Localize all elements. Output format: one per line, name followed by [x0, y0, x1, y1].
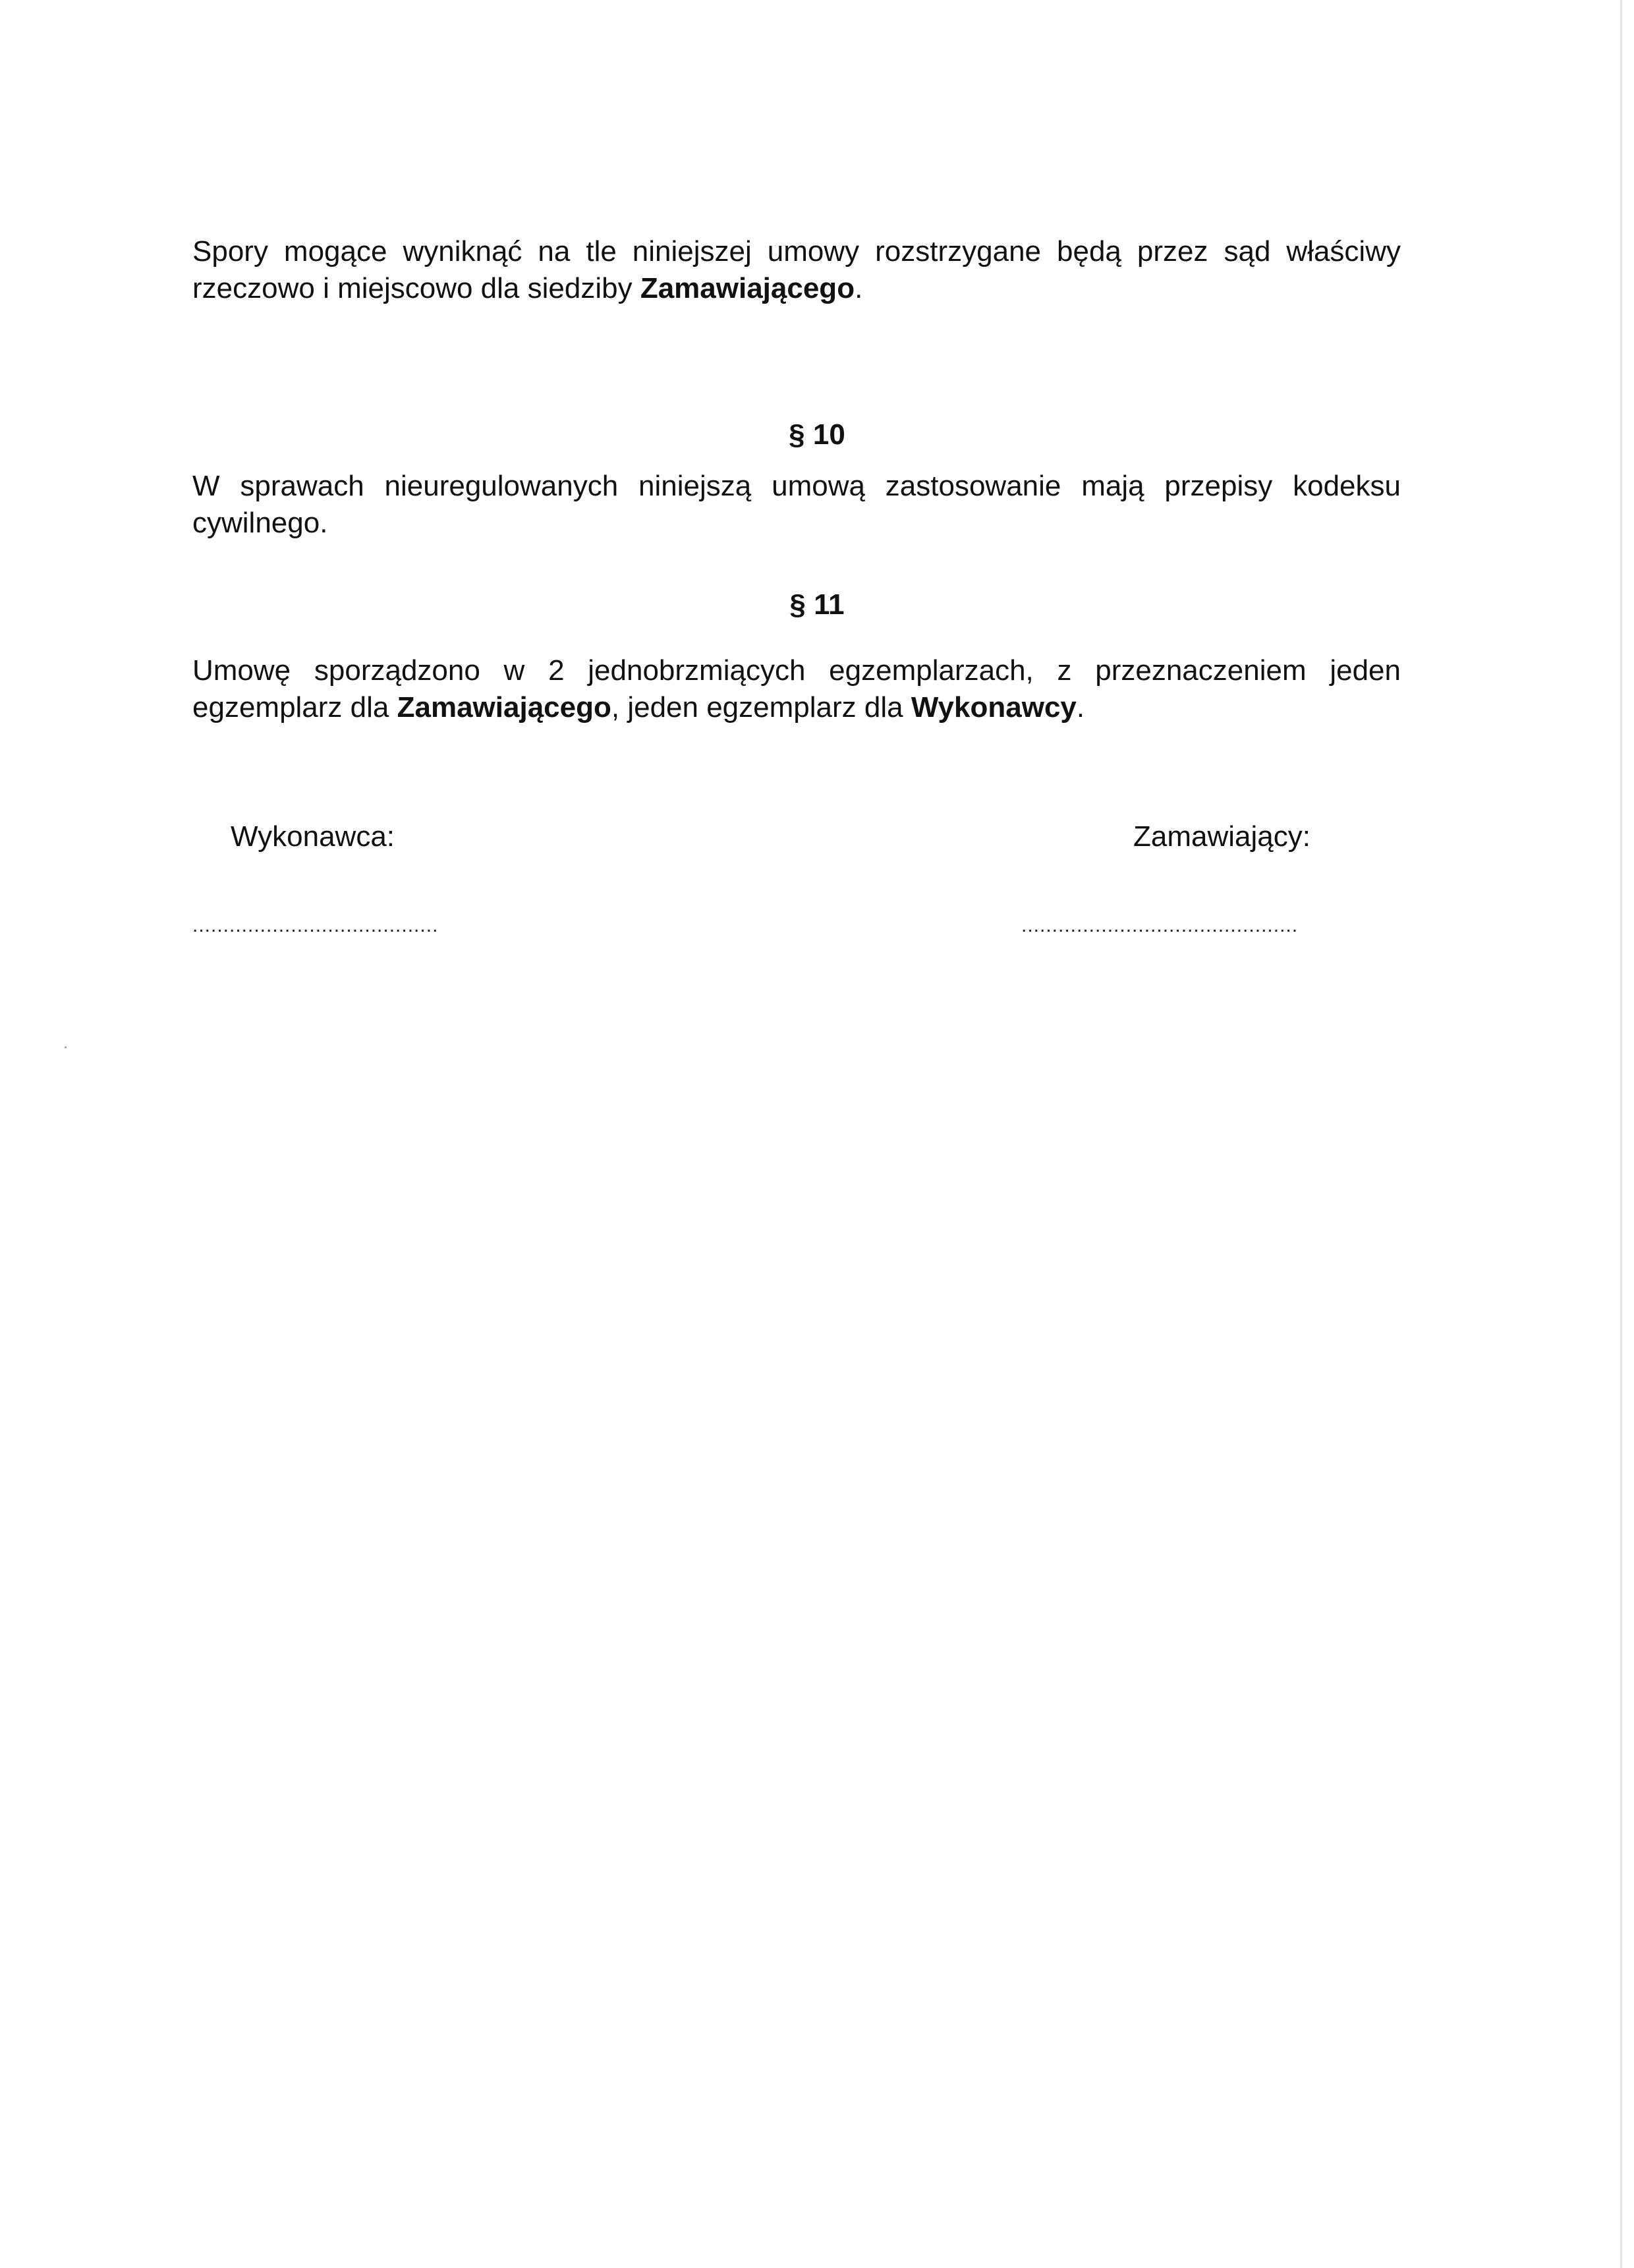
section-11-bold-b: Wykonawcy — [911, 691, 1077, 723]
client-signature-label: Zamawiający: — [1133, 820, 1310, 853]
scan-edge-shadow — [1620, 0, 1622, 2268]
section-11-bold-a: Zamawiającego — [397, 691, 611, 723]
disputes-paragraph — [192, 233, 1401, 307]
disputes-party-bold: Zamawiającego — [640, 272, 855, 304]
section-11-text-a: Umowę sporządzono w 2 jednobrzmiących egzemplarzach, z przeznaczeniem jeden egzemplarz dla — [192, 654, 1401, 723]
section-11-text-c: . — [1076, 691, 1085, 723]
client-signature-line: ............................................. — [1021, 915, 1299, 936]
disputes-end: . — [855, 272, 863, 304]
contractor-signature-label: Wykonawca: — [231, 820, 395, 853]
section-11-text-b: , jeden egzemplarz dla — [611, 691, 911, 723]
scan-speck — [65, 1046, 67, 1048]
section-10-heading: § 10 — [789, 418, 845, 451]
contractor-signature-line: ........................................ — [192, 915, 439, 936]
section-10-paragraph: W sprawach nieuregulowanych niniejszą umową zastosowanie mają przepisy kodeksu cywilnego. — [192, 470, 1401, 539]
section-11-paragraph — [192, 652, 1401, 726]
disputes-text: Spory mogące wyniknąć na tle niniejszej umowy rozstrzygane będą przez sąd właściwy rzeczowo i miejscowo dla siedziby — [192, 235, 1401, 304]
section-11-heading: § 11 — [789, 588, 845, 621]
